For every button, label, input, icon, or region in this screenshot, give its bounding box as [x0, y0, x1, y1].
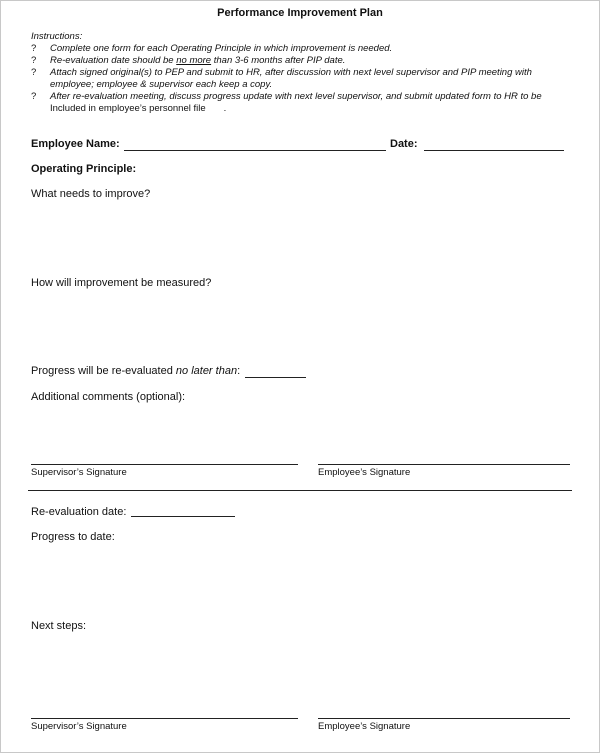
instruction-item: Attach signed original(s) to PEP and submit to HR, after discussion with next level supervisor and PIP meeting with: [50, 67, 532, 78]
progress-colon: :: [237, 365, 241, 377]
how-measured-label: How will improvement be measured?: [31, 277, 212, 289]
progress-reevaluated-label: [31, 365, 240, 377]
bullet-glyph: ?: [31, 55, 37, 66]
employee-signature-line[interactable]: [318, 464, 570, 465]
instruction-text: Re-evaluation date should be: [50, 55, 177, 66]
date-line[interactable]: [424, 150, 564, 151]
employee-signature-line-2[interactable]: [318, 718, 570, 719]
progress-to-date-label: Progress to date:: [31, 531, 115, 543]
employee-name-label: Employee Name:: [31, 138, 120, 150]
operating-principle-label: Operating Principle:: [31, 163, 137, 175]
employee-signature-label: Employee’s Signature: [318, 467, 411, 478]
reevaluation-date-label: Re-evaluation date:: [31, 506, 127, 518]
instruction-text: than 3-6 months after PIP date.: [211, 55, 346, 66]
supervisor-signature-label-2: Supervisor’s Signature: [31, 721, 127, 732]
progress-text: Progress will be re-evaluated: [31, 365, 176, 377]
instruction-item: After re-evaluation meeting, discuss progress update with next level supervisor, and submit updated form to HR to be: [50, 91, 542, 102]
progress-date-line[interactable]: [245, 377, 306, 378]
instruction-text: Included in employee’s personnel file: [50, 103, 206, 114]
instruction-item: [50, 55, 345, 66]
instruction-underlined: no more: [176, 55, 212, 66]
additional-comments-label: Additional comments (optional):: [31, 391, 186, 403]
bullet-glyph: ?: [31, 91, 37, 102]
supervisor-signature-line-2[interactable]: [31, 718, 298, 719]
bullet-glyph: ?: [31, 67, 37, 78]
reevaluation-date-line[interactable]: [131, 516, 235, 517]
page-title: Performance Improvement Plan: [217, 7, 383, 19]
section-divider: [28, 490, 572, 491]
instruction-item: Complete one form for each Operating Principle in which improvement is needed.: [50, 43, 393, 54]
instruction-dot: .: [223, 103, 227, 114]
instruction-item-cont: [50, 103, 226, 114]
instruction-item-cont: employee; employee & supervisor each keep a copy.: [50, 79, 273, 90]
next-steps-label: Next steps:: [31, 620, 87, 632]
instructions-label: Instructions:: [31, 31, 83, 42]
date-label: Date:: [390, 138, 418, 150]
employee-signature-label-2: Employee’s Signature: [318, 721, 411, 732]
bullet-glyph: ?: [31, 43, 37, 54]
supervisor-signature-label: Supervisor’s Signature: [31, 467, 127, 478]
supervisor-signature-line[interactable]: [31, 464, 298, 465]
what-to-improve-label: What needs to improve?: [31, 188, 151, 200]
employee-name-line[interactable]: [124, 150, 386, 151]
progress-em: no later than: [175, 365, 238, 377]
